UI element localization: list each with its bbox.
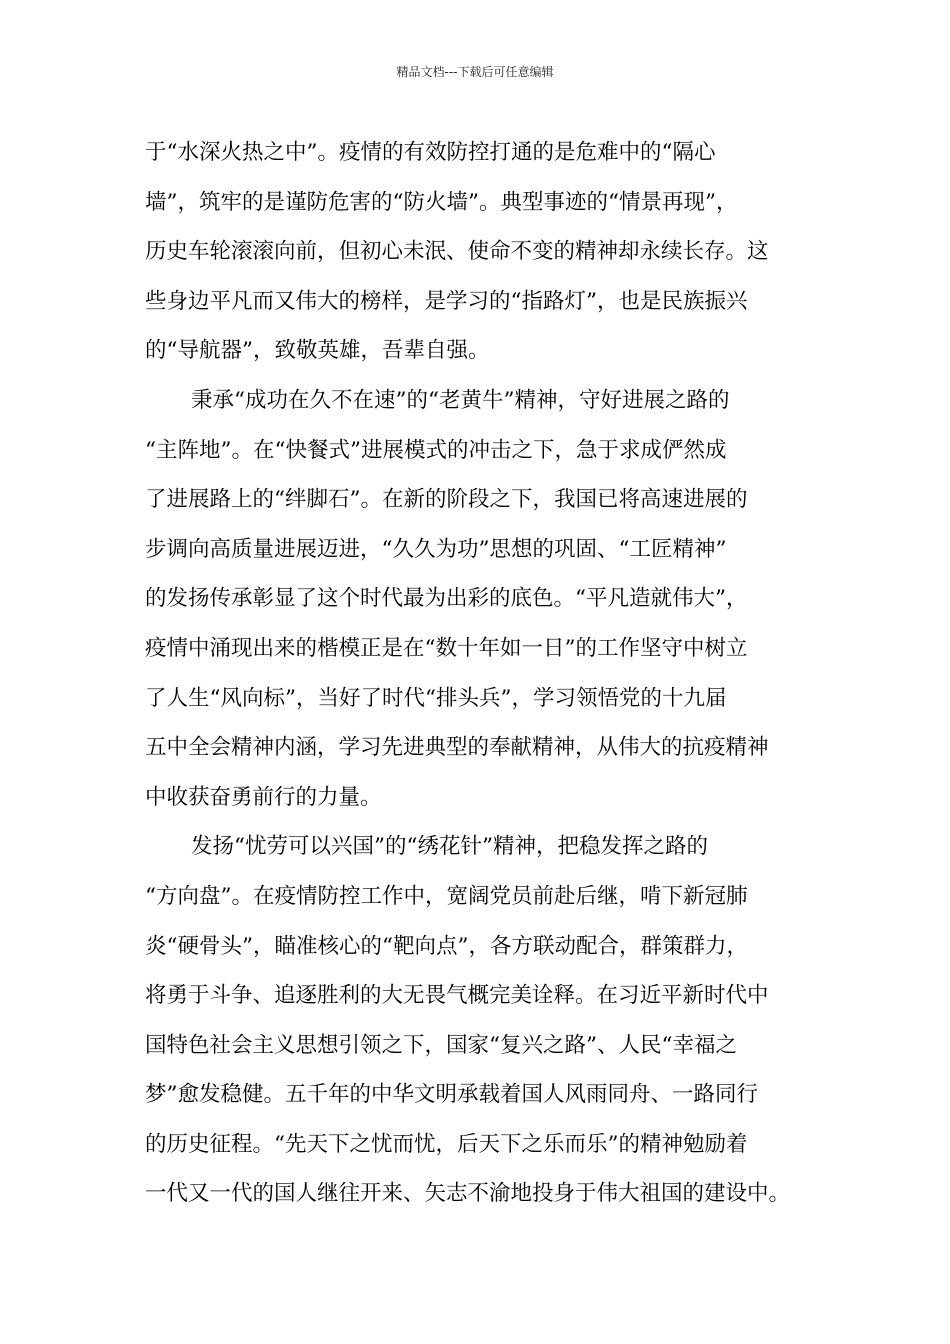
text-line: 了人生“风向标”，当好了时代“排头兵”，学习领悟党的十九届 <box>145 685 727 711</box>
text-line: 疫情中涌现出来的楷模正是在“数十年如一日”的工作坚守中树立 <box>145 635 748 661</box>
page-header: 精品文档---下载后可任意编辑 <box>396 65 554 79</box>
text-line: 国特色社会主义思想引领之下，国家“复兴之路”、人民“幸福之 <box>145 1032 737 1058</box>
text-line: 的“导航器”，致敬英雄，吾辈自强。 <box>145 338 490 364</box>
paragraph-2 <box>145 376 825 822</box>
text-line: 梦”愈发稳健。五千年的中华文明承载着国人风雨同舟、一路同行 <box>145 1082 758 1108</box>
text-line: 了进展路上的“绊脚石”。在新的阶段之下，我国已将高速进展的 <box>145 487 748 513</box>
text-line: 些身边平凡而又伟大的榜样，是学习的“指路灯”，也是民族振兴 <box>145 288 748 314</box>
text-line: 秉承“成功在久不在速”的“老黄牛”精神，守好进展之路的 <box>191 387 730 413</box>
text-line: 于“水深火热之中”。疫情的有效防控打通的是危难中的“隔心 <box>145 140 716 165</box>
text-line: 五中全会精神内涵，学习先进典型的奉献精神，从伟大的抗疫精神 <box>145 735 769 761</box>
text-line: 将勇于斗争、追逐胜利的大无畏气概完美诠释。在习近平新时代中 <box>145 983 769 1009</box>
text-line: 发扬“忧劳可以兴国”的“绣花针”精神，把稳发挥之路的 <box>191 834 708 860</box>
paragraph-1 <box>145 128 825 376</box>
paragraph-3 <box>145 822 825 1219</box>
text-line: 一代又一代的国人继往开来、矢志不渝地投身于伟大祖国的建设中。 <box>145 1181 791 1207</box>
text-line: 中收获奋勇前行的力量。 <box>145 784 382 810</box>
text-line: 的发扬传承彰显了这个时代最为出彩的底色。“平凡造就伟大”， <box>145 586 748 612</box>
text-line: 的历史征程。“先天下之忧而忧，后天下之乐而乐”的精神勉励着 <box>145 1131 748 1157</box>
text-line: 炎“硬骨头”，瞄准核心的“靶向点”，各方联动配合，群策群力， <box>145 933 748 959</box>
document-body <box>145 128 825 1219</box>
text-line: 历史车轮滚滚向前，但初心未泯、使命不变的精神却永续长存。这 <box>145 239 769 265</box>
text-line: “方向盘”。在疫情防控工作中，宽阔党员前赴后继，啃下新冠肺 <box>145 883 748 909</box>
text-line: 墙”，筑牢的是谨防危害的“防火墙”。典型事迹的“情景再现”， <box>145 189 738 215</box>
text-line: “主阵地”。在“快餐式”进展模式的冲击之下，急于求成俨然成 <box>145 437 727 463</box>
text-line: 步调向高质量进展迈进，“久久为功”思想的巩固、“工匠精神” <box>145 536 727 562</box>
